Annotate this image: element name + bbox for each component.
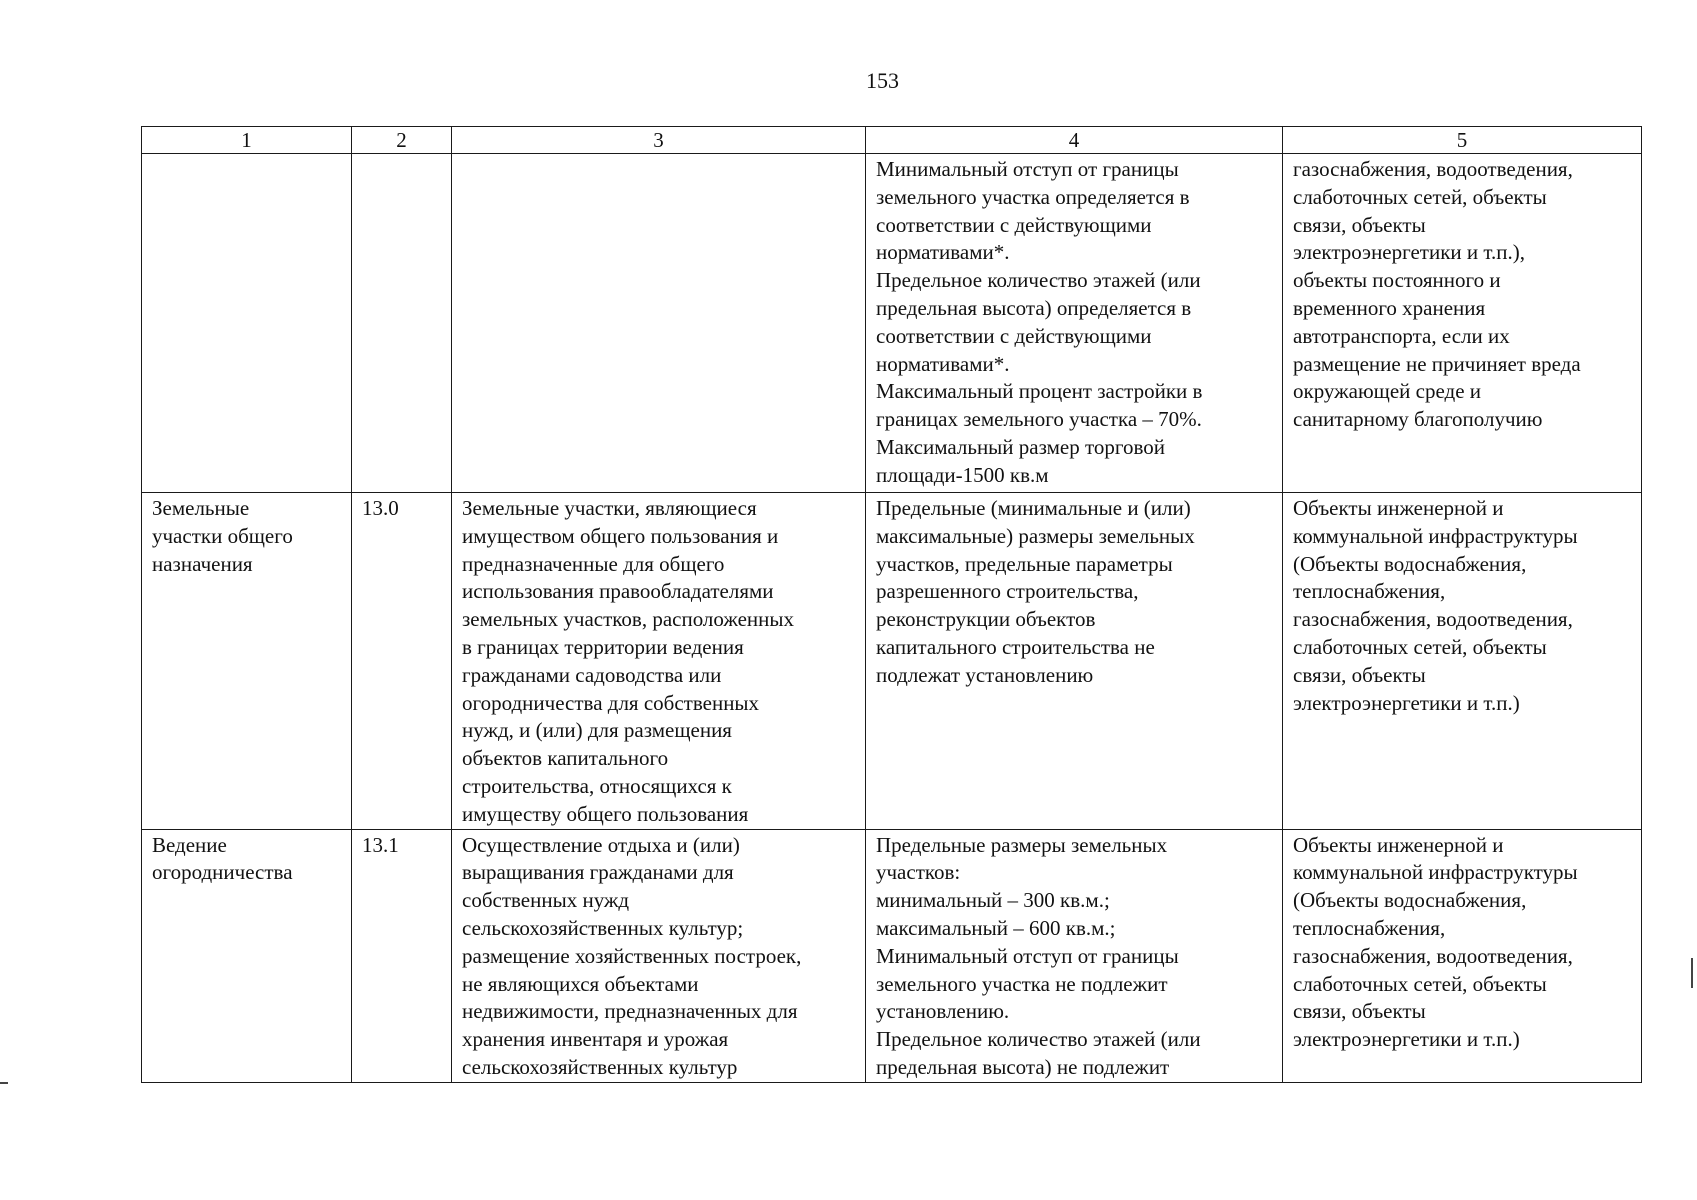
header-row [142,127,1642,154]
cell-land-use-name: Ведение огородничества [142,829,352,1082]
cell-land-use-description: Осуществление отдыха и (или) выращивания гражданами для собственных нужд сельскохозяйственных культур; размещение хозяйственных построек, не являющихся объектами недвижимости, предназначенных для хранения инвентаря и урожая сельскохозяйственных культур [452,829,866,1082]
column-header-4: 4 [866,127,1283,154]
column-header-3: 3 [452,127,866,154]
cell-auxiliary-uses: Объекты инженерной и коммунальной инфраструктуры (Объекты водоснабжения, теплоснабжения, газоснабжения, водоотведения, слаботочных сетей, объекты связи, объекты электроэнергетики и т.п.) [1283,829,1642,1082]
cell-building-parameters: Предельные размеры земельных участков: минимальный – 300 кв.м.; максимальный – 600 кв.м.; Минимальный отступ от границы земельного участка не подлежит установлению. Предельное количество этажей (или предельная высота) не подлежит [866,829,1283,1082]
table-header [142,127,1642,154]
table-body [142,154,1642,1083]
cell-auxiliary-uses: газоснабжения, водоотведения, слаботочных сетей, объекты связи, объекты электроэнергетики и т.п.), объекты постоянного и временного хранения автотранспорта, если их размещение не причиняет вреда окружающей среде и санитарному благополучию [1283,154,1642,493]
zoning-table [141,126,1642,1083]
page-number: 153 [866,68,899,93]
table-row [142,493,1642,830]
scan-edge-mark [0,1082,8,1084]
cell-land-use-description: Земельные участки, являющиеся имуществом общего пользования и предназначенные для общего использования правообладателями земельных участков, расположенных в границах территории ведения гражданами садоводства или огородничества для собственных нужд, и (или) для размещения объектов капитального строительства, относящихся к имуществу общего пользования [452,493,866,830]
cell-building-parameters: Предельные (минимальные и (или) максимальные) размеры земельных участков, предельные параметры разрешенного строительства, реконструкции объектов капитального строительства не подлежат установлению [866,493,1283,830]
column-header-2: 2 [352,127,452,154]
cell-land-use-name [142,154,352,493]
table-row [142,154,1642,493]
table-row [142,829,1642,1082]
scan-edge-mark [1691,958,1693,988]
cell-land-use-code [352,154,452,493]
cell-building-parameters: Минимальный отступ от границы земельного участка определяется в соответствии с действующими нормативами*. Предельное количество этажей (или предельная высота) определяется в соответствии с действующими нормативами*. Максимальный процент застройки в границах земельного участка – 70%. Максимальный размер торговой площади-1500 кв.м [866,154,1283,493]
cell-land-use-code: 13.1 [352,829,452,1082]
cell-land-use-code: 13.0 [352,493,452,830]
cell-land-use-description [452,154,866,493]
column-header-5: 5 [1283,127,1642,154]
column-header-1: 1 [142,127,352,154]
cell-land-use-name: Земельные участки общего назначения [142,493,352,830]
cell-auxiliary-uses: Объекты инженерной и коммунальной инфраструктуры (Объекты водоснабжения, теплоснабжения, газоснабжения, водоотведения, слаботочных сетей, объекты связи, объекты электроэнергетики и т.п.) [1283,493,1642,830]
